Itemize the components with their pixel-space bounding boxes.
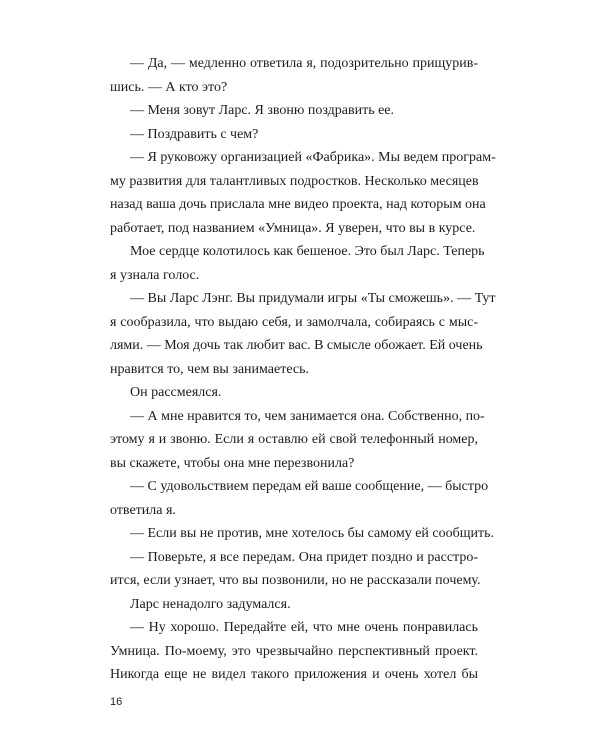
text-line: — Поздравить с чем? [130, 126, 259, 142]
text-line: — Если вы не против, мне хотелось бы самому ей сообщить. [130, 526, 495, 541]
text-line: Ларс ненадолго задумался. [130, 596, 291, 612]
text-line: лями. — Моя дочь так любит вас. В смысле обожает. Ей очень [110, 338, 483, 353]
text-line: нравится то, чем вы занимаетесь. [110, 361, 310, 377]
text-line: я узнала голос. [110, 267, 200, 283]
text-line: — Ну хорошо. Передайте ей, что мне очень понравилась [130, 620, 478, 635]
text-line: Никогда еще не видел такого приложения и очень хотел бы [110, 667, 478, 682]
text-line: — Вы Ларс Лэнг. Вы придумали игры «Ты сможешь». — Тут [130, 291, 496, 306]
text-line: — А мне нравится то, чем занимается она. Собственно, по- [130, 408, 485, 424]
text-line: этому я и звоню. Если я оставлю ей свой телефонный номер, [110, 432, 478, 447]
text-line: работает, под названием «Умница». Я уверен, что вы в курсе. [110, 220, 476, 236]
text-line: — Поверьте, я все передам. Она придет поздно и расстро- [130, 549, 478, 565]
text-line: ится, если узнает, что вы позвонили, но не рассказали почему. [110, 573, 481, 588]
text-line: — Меня зовут Ларс. Я звоню поздравить ее. [130, 103, 395, 118]
text-line: — Я руковожу организацией «Фабрика». Мы ведем програм- [130, 150, 496, 165]
text-line: ответила я. [110, 502, 176, 518]
text-line: Умница. По-моему, это чрезвычайно перспективный проект. [110, 643, 478, 659]
text-line: назад ваша дочь прислала мне видео проекта, над которым она [110, 197, 486, 212]
text-line: Он рассмеялся. [130, 385, 222, 400]
text-line: я сообразила, что выдаю себя, и замолчала, собираясь с мыс- [110, 314, 478, 330]
text-line: шись. — А кто это? [110, 79, 228, 95]
text-line: Мое сердце колотилось как бешеное. Это был Ларс. Теперь [130, 244, 485, 259]
text-line: му развития для талантливых подростков. Несколько месяцев [110, 173, 479, 189]
page-body-text [110, 52, 496, 687]
text-line: вы скажете, чтобы она мне перезвонила? [110, 455, 355, 471]
text-line: — С удовольствием передам ей ваше сообщение, — быстро [130, 479, 489, 494]
text-line: — Да, — медленно ответила я, подозрительно прищурив- [130, 56, 478, 71]
page-number: 16 [110, 696, 123, 708]
